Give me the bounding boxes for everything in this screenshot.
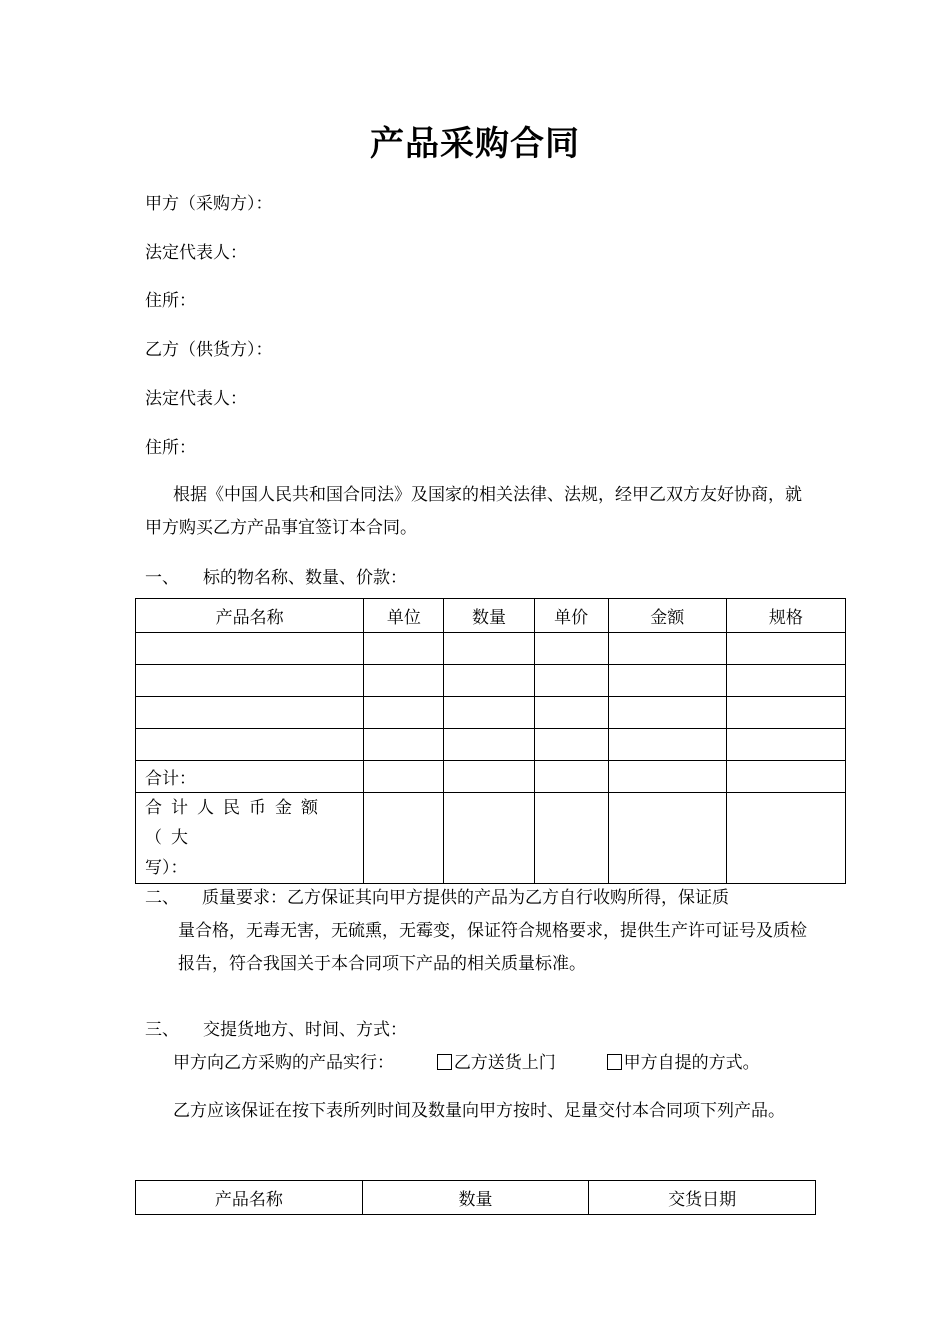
col-header-amount: 金额 bbox=[608, 599, 726, 633]
delivery-schedule-table bbox=[135, 1180, 816, 1215]
table-cell[interactable] bbox=[364, 633, 444, 665]
rmb-label-line2: 写）： bbox=[145, 858, 188, 878]
option-seller-delivery-label: 乙方送货上门 bbox=[453, 1053, 556, 1073]
table-cell[interactable] bbox=[726, 793, 845, 884]
col-header-unit-price: 单价 bbox=[534, 599, 608, 633]
table-row bbox=[136, 729, 846, 761]
section-1-number: 一、 bbox=[145, 568, 179, 588]
document-title: 产品采购合同 bbox=[370, 124, 580, 164]
table-row bbox=[136, 697, 846, 729]
section-1-heading bbox=[145, 568, 407, 588]
table-cell[interactable] bbox=[444, 761, 534, 793]
col-header-product-name: 产品名称 bbox=[136, 1181, 363, 1215]
table-header-row bbox=[136, 599, 846, 633]
table-cell[interactable] bbox=[726, 697, 845, 729]
table-cell[interactable] bbox=[608, 729, 726, 761]
table-cell[interactable] bbox=[726, 761, 845, 793]
table-cell[interactable] bbox=[136, 697, 364, 729]
table-cell[interactable] bbox=[608, 665, 726, 697]
table-cell[interactable] bbox=[364, 761, 444, 793]
section-2-first-line: 质量要求：乙方保证其向甲方提供的产品为乙方自行收购所得，保证质 bbox=[202, 888, 729, 908]
table-cell[interactable] bbox=[608, 633, 726, 665]
table-cell[interactable] bbox=[364, 793, 444, 884]
party-b-address-label: 住所： bbox=[145, 438, 196, 458]
total-label: 合计： bbox=[136, 761, 364, 793]
checkbox-buyer-pickup[interactable] bbox=[607, 1054, 622, 1070]
table-row bbox=[136, 665, 846, 697]
col-header-spec: 规格 bbox=[726, 599, 845, 633]
table-cell[interactable] bbox=[364, 697, 444, 729]
table-cell[interactable] bbox=[136, 665, 364, 697]
checkbox-seller-delivery[interactable] bbox=[437, 1054, 452, 1070]
table-cell[interactable] bbox=[364, 665, 444, 697]
table-cell[interactable] bbox=[608, 793, 726, 884]
section-2-continuation: 量合格，无毒无害，无硫熏，无霉变，保证符合规格要求，提供生产许可证号及质检报告，符合我国关于本合同项下产品的相关质量标准。 bbox=[178, 921, 807, 974]
section-3-heading bbox=[145, 1020, 407, 1040]
col-header-quantity: 数量 bbox=[362, 1181, 589, 1215]
party-b-rep-label: 法定代表人： bbox=[145, 389, 247, 409]
table-cell[interactable] bbox=[726, 665, 845, 697]
table-cell[interactable] bbox=[608, 697, 726, 729]
col-header-delivery-date: 交货日期 bbox=[589, 1181, 816, 1215]
table-total-row bbox=[136, 761, 846, 793]
option-buyer-pickup-label: 甲方自提的方式。 bbox=[623, 1053, 760, 1073]
table-cell[interactable] bbox=[608, 761, 726, 793]
rmb-total-label bbox=[136, 793, 364, 884]
delivery-method-prefix: 甲方向乙方采购的产品实行： bbox=[173, 1053, 394, 1073]
section-3-number: 三、 bbox=[145, 1020, 179, 1040]
table-cell[interactable] bbox=[136, 729, 364, 761]
party-a-address-label: 住所： bbox=[145, 291, 196, 311]
col-header-unit: 单位 bbox=[364, 599, 444, 633]
delivery-method-line bbox=[173, 1053, 760, 1073]
party-b-name-label: 乙方（供货方）： bbox=[145, 340, 273, 360]
section-1-title: 标的物名称、数量、价款： bbox=[203, 568, 407, 588]
table-rmb-total-row bbox=[136, 793, 846, 884]
table-cell[interactable] bbox=[534, 665, 608, 697]
table-cell[interactable] bbox=[444, 633, 534, 665]
table-cell[interactable] bbox=[534, 633, 608, 665]
table-cell[interactable] bbox=[444, 697, 534, 729]
rmb-label-line1: 合计人民币金额（大 bbox=[145, 798, 327, 848]
table-cell[interactable] bbox=[726, 729, 845, 761]
section-2-quality bbox=[145, 882, 815, 981]
section-3-title: 交提货地方、时间、方式： bbox=[203, 1020, 407, 1040]
table-cell[interactable] bbox=[534, 729, 608, 761]
table-cell[interactable] bbox=[364, 729, 444, 761]
table-cell[interactable] bbox=[726, 633, 845, 665]
table-cell[interactable] bbox=[444, 665, 534, 697]
table-header-row bbox=[136, 1181, 816, 1215]
preamble-paragraph: 根据《中国人民共和国合同法》及国家的相关法律、法规，经甲乙双方友好协商，就甲方购买乙方产品事宜签订本合同。 bbox=[145, 485, 802, 538]
table-cell[interactable] bbox=[534, 761, 608, 793]
table-cell[interactable] bbox=[534, 793, 608, 884]
party-a-rep-label: 法定代表人： bbox=[145, 243, 247, 263]
table-row bbox=[136, 633, 846, 665]
goods-table bbox=[135, 598, 846, 884]
delivery-terms-paragraph: 乙方应该保证在按下表所列时间及数量向甲方按时、足量交付本合同项下列产品。 bbox=[173, 1101, 785, 1121]
table-cell[interactable] bbox=[444, 729, 534, 761]
table-cell[interactable] bbox=[534, 697, 608, 729]
section-2-number: 二、 bbox=[145, 888, 179, 908]
table-cell[interactable] bbox=[136, 633, 364, 665]
col-header-product-name: 产品名称 bbox=[136, 599, 364, 633]
party-a-name-label: 甲方（采购方）： bbox=[145, 194, 273, 214]
col-header-quantity: 数量 bbox=[444, 599, 534, 633]
table-cell[interactable] bbox=[444, 793, 534, 884]
